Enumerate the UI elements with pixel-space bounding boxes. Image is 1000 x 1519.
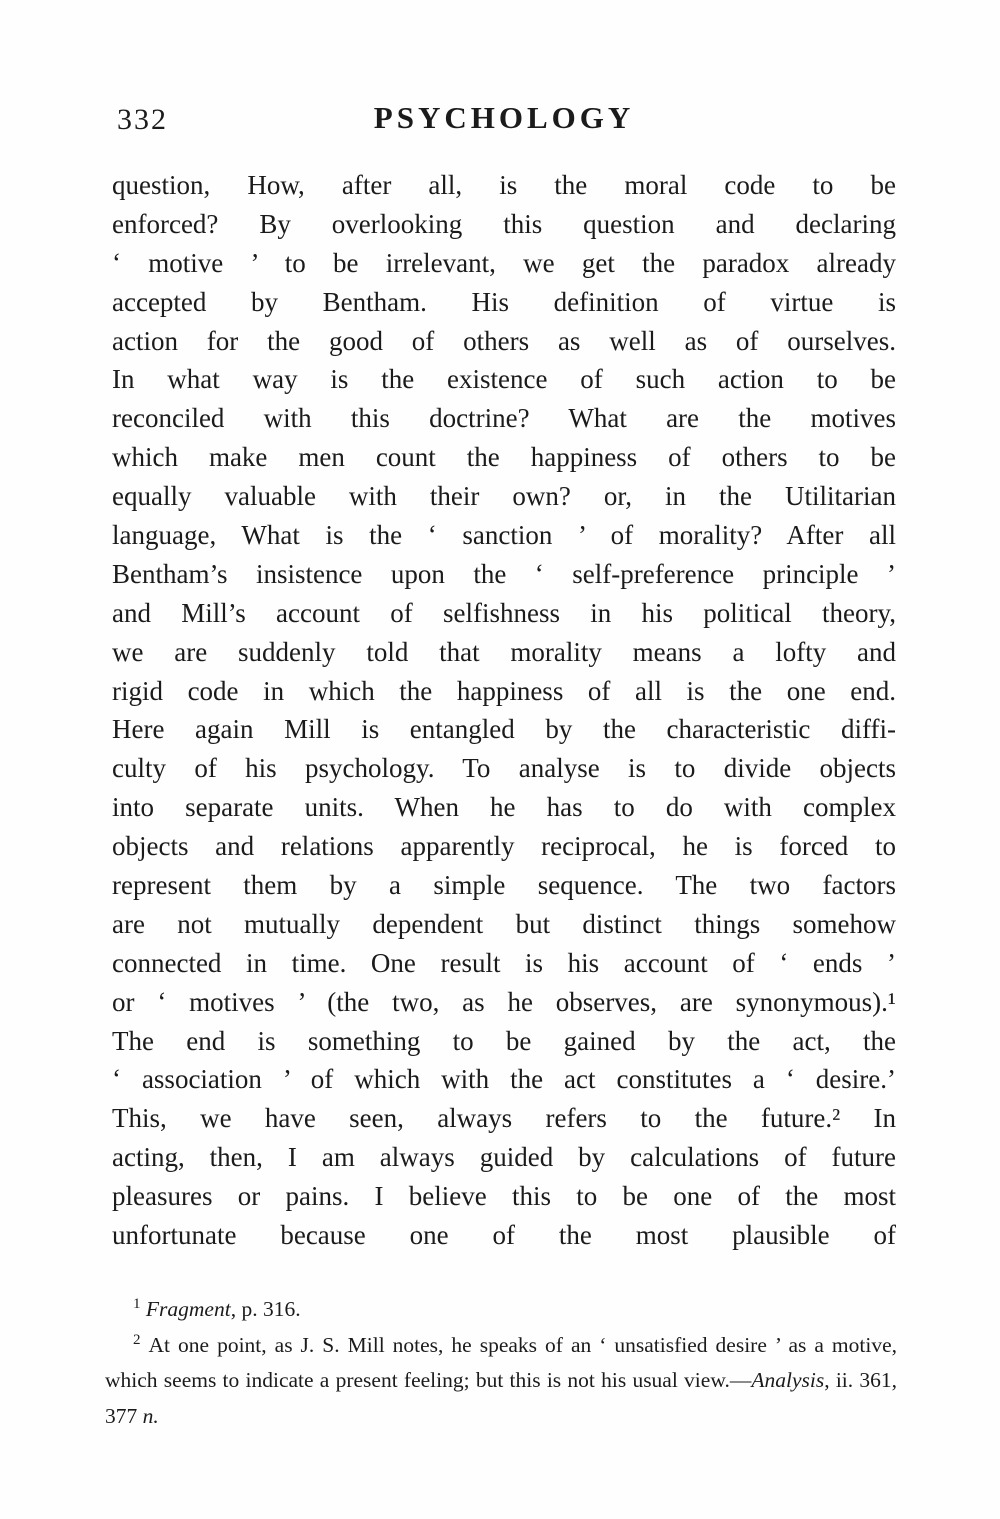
body-line: objects and relations apparently reciprocal, he is forced to	[112, 831, 896, 862]
body-line: action for the good of others as well as of ourselves.	[112, 325, 896, 356]
body-line: Bentham’s insistence upon the ‘ self-preference principle ’	[112, 558, 896, 589]
footnote-1-work-title: Fragment	[145, 1297, 231, 1321]
running-head: PSYCHOLOGY	[373, 100, 635, 135]
body-line: represent them by a simple sequence. The two factors	[112, 870, 896, 901]
body-line: culty of his psychology. To analyse is to divide objects	[112, 753, 896, 784]
body-line: accepted by Bentham. His definition of virtue is	[112, 286, 896, 317]
footnotes	[105, 1292, 897, 1434]
body-line: and Mill’s account of selfishness in his political theory,	[112, 597, 896, 628]
body-line: In what way is the existence of such action to be	[112, 364, 896, 395]
body-text	[112, 166, 896, 1255]
page-number: 332	[117, 103, 168, 136]
body-line: which make men count the happiness of others to be	[112, 442, 896, 473]
footnote-2	[105, 1328, 897, 1435]
body-line: ‘ motive ’ to be irrelevant, we get the paradox already	[112, 247, 896, 278]
page-header	[112, 100, 896, 140]
body-line: ‘ association ’ of which with the act constitutes a ‘ desire.’	[112, 1064, 896, 1095]
body-line: into separate units. When he has to do with complex	[112, 792, 896, 823]
body-line: are not mutually dependent but distinct things somehow	[112, 908, 896, 939]
body-line: pleasures or pains. I believe this to be one of the most	[112, 1181, 896, 1212]
footnote-1-marker: 1	[133, 1295, 141, 1312]
footnote-2-text: At one point, as J. S. Mill notes, he speaks of an ‘ unsatisfied desire ’ as a motive, which seems to indicate a present feeling; but this is not his usual view.—	[105, 1332, 897, 1392]
body-line: acting, then, I am always guided by calculations of future	[112, 1142, 896, 1173]
footnote-2-marker: 2	[133, 1331, 141, 1348]
body-line: language, What is the ‘ sanction ’ of morality? After all	[112, 520, 896, 551]
body-line: connected in time. One result is his account of ‘ ends ’	[112, 947, 896, 978]
body-line: The end is something to be gained by the act, the	[112, 1025, 896, 1056]
body-line: or ‘ motives ’ (the two, as he observes, are synonymous).¹	[112, 986, 896, 1017]
body-line: enforced? By overlooking this question and declaring	[112, 208, 896, 239]
footnote-1-rest: , p. 316.	[230, 1297, 301, 1321]
body-line: rigid code in which the happiness of all is the one end.	[112, 675, 896, 706]
footnote-2-note-abbrev: n.	[142, 1403, 159, 1428]
footnote-1	[105, 1292, 897, 1328]
body-line: equally valuable with their own? or, in the Utilitarian	[112, 481, 896, 512]
footnote-2-work-title: Analysis	[751, 1368, 825, 1392]
body-line: we are suddenly told that morality means a lofty and	[112, 636, 896, 667]
body-line: This, we have seen, always refers to the future.² In	[112, 1103, 896, 1134]
footnote-2-pages: , ii. 361, 377	[105, 1368, 898, 1428]
body-line: question, How, after all, is the moral code to be	[112, 170, 896, 200]
body-line: unfortunate because one of the most plausible of	[112, 1220, 896, 1251]
body-line: Here again Mill is entangled by the characteristic diffi-	[112, 714, 896, 745]
body-line: reconciled with this doctrine? What are the motives	[112, 403, 896, 434]
